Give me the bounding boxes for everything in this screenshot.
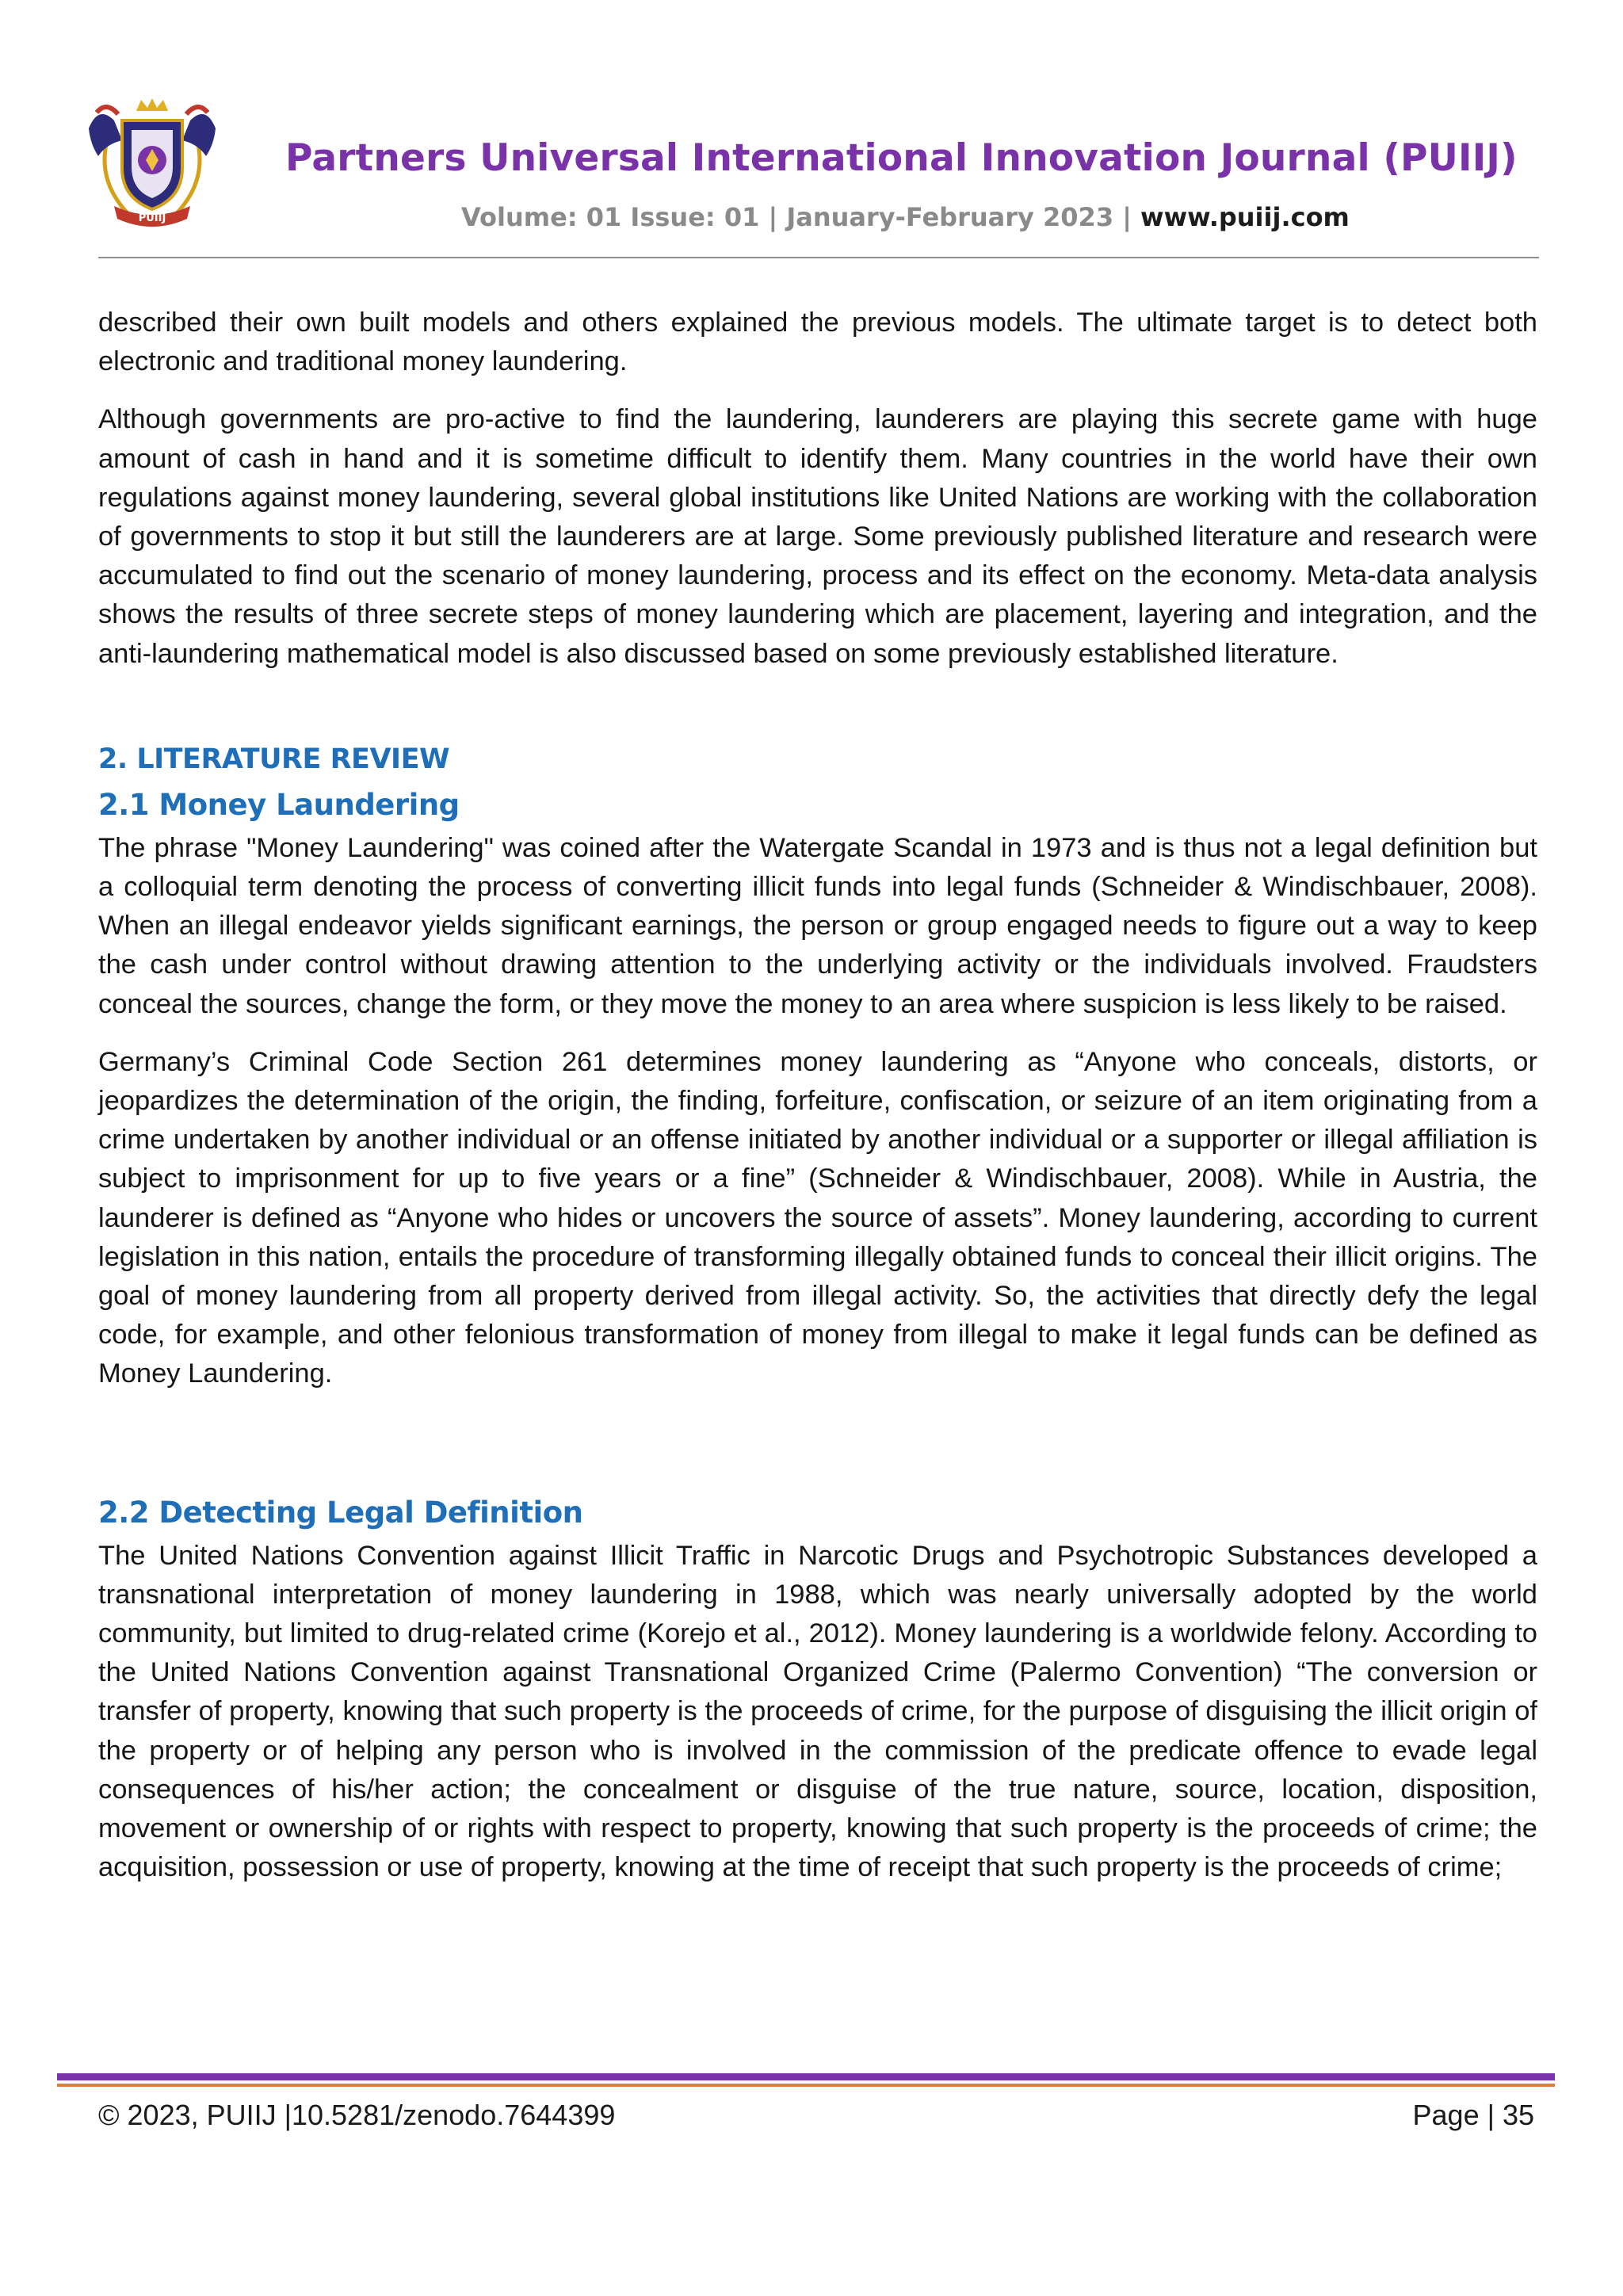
journal-title: Partners Universal International Innovation Journal (PUIIJ)	[285, 136, 1518, 180]
header-divider	[98, 257, 1539, 258]
journal-website-link[interactable]: www.puiij.com	[1140, 202, 1350, 232]
footer-page-number: Page | 35	[1412, 2099, 1534, 2131]
section-spacer	[98, 1413, 1537, 1489]
issue-info	[461, 202, 1350, 232]
intro-paragraph-1: described their own built models and others explained the previous models. The ultimate target is to detect both electronic and traditional money laundering.	[98, 308, 1537, 377]
page-header	[0, 0, 1623, 262]
logo-ribbon-text: PUIIJ	[138, 212, 166, 224]
subsection-heading-legal-definition: 2.2 Detecting Legal Definition	[98, 1495, 583, 1530]
legal-definition-paragraph-1: The United Nations Convention against Illicit Traffic in Narcotic Drugs and Psychotropic Substances developed a transnational interpretation of money laundering in 1988, which was nearly universally adopted by the world community, but limited to drug-related crime (Korejo et al., 2012). Money laundering is a worldwide felony. According to the United Nations Convention against Transnational Organized Crime (Palermo Convention) “The conversion or transfer of property, knowing that such property is the proceeds of crime, for the purpose of disguising the illicit origin of the property or of helping any person who is involved in the commission of the predicate offence to evade legal consequences of his/her action; the concealment or disguise of the true nature, source, location, disposition, movement or ownership of or rights with respect to property, knowing that such property is the proceeds of crime; the acquisition, possession or use of property, knowing at the time of receipt that such property is the proceeds of crime;	[98, 1540, 1537, 1883]
issue-text: Volume: 01 Issue: 01 | January-February 2023 |	[461, 202, 1141, 232]
article-body	[98, 304, 1537, 1907]
footer-copyright-doi: © 2023, PUIIJ |10.5281/zenodo.7644399	[98, 2099, 616, 2131]
subsection-heading-money-laundering: 2.1 Money Laundering	[98, 787, 460, 822]
intro-paragraph-2: Although governments are pro-active to find the laundering, launderers are playing this secrete game with huge amount of cash in hand and it is sometime difficult to identify them. Many countries in the world have their own regulations against money laundering, several global institutions like United Nations are working with the collaboration of governments to stop it but still the launderers are at large. Some previously published literature and research were accumulated to find out the scenario of money laundering, process and its effect on the economy. Meta-data analysis shows the results of three secrete steps of money laundering which are placement, layering and integration, and the anti-laundering mathematical model is also discussed based on some previously established literature.	[98, 404, 1537, 669]
section-heading-literature-review: 2. LITERATURE REVIEW	[98, 743, 450, 775]
journal-logo-icon	[82, 97, 222, 233]
footer-divider-purple	[57, 2073, 1555, 2080]
footer-divider-orange	[57, 2084, 1555, 2087]
section-spacer	[98, 693, 1537, 737]
money-laundering-paragraph-1: The phrase "Money Laundering" was coined after the Watergate Scandal in 1973 and is thus not a legal definition but a colloquial term denoting the process of converting illicit funds into legal funds (Schneider & Windischbauer, 2008). When an illegal endeavor yields significant earnings, the person or group engaged needs to figure out a way to keep the cash under control without drawing attention to the underlying activity or the individuals involved. Fraudsters conceal the sources, change the form, or they move the money to an area where suspicion is less likely to be raised.	[98, 832, 1537, 1019]
money-laundering-paragraph-2: Germany’s Criminal Code Section 261 determines money laundering as “Anyone who conceals, distorts, or jeopardizes the determination of the origin, the finding, forfeiture, confiscation, or seizure of an item originating from a crime undertaken by another individual or an offense initiated by another individual or a supporter or illegal affiliation is subject to imprisonment for up to five years or a fine” (Schneider & Windischbauer, 2008). While in Austria, the launderer is defined as “Anyone who hides or uncovers the source of assets”. Money laundering, according to current legislation in this nation, entails the procedure of transforming illegally obtained funds to conceal their illicit origins. The goal of money laundering from all property derived from illegal activity. So, the activities that directly defy the legal code, for example, and other felonious transformation of money from illegal to make it legal funds can be defined as Money Laundering.	[98, 1046, 1537, 1389]
